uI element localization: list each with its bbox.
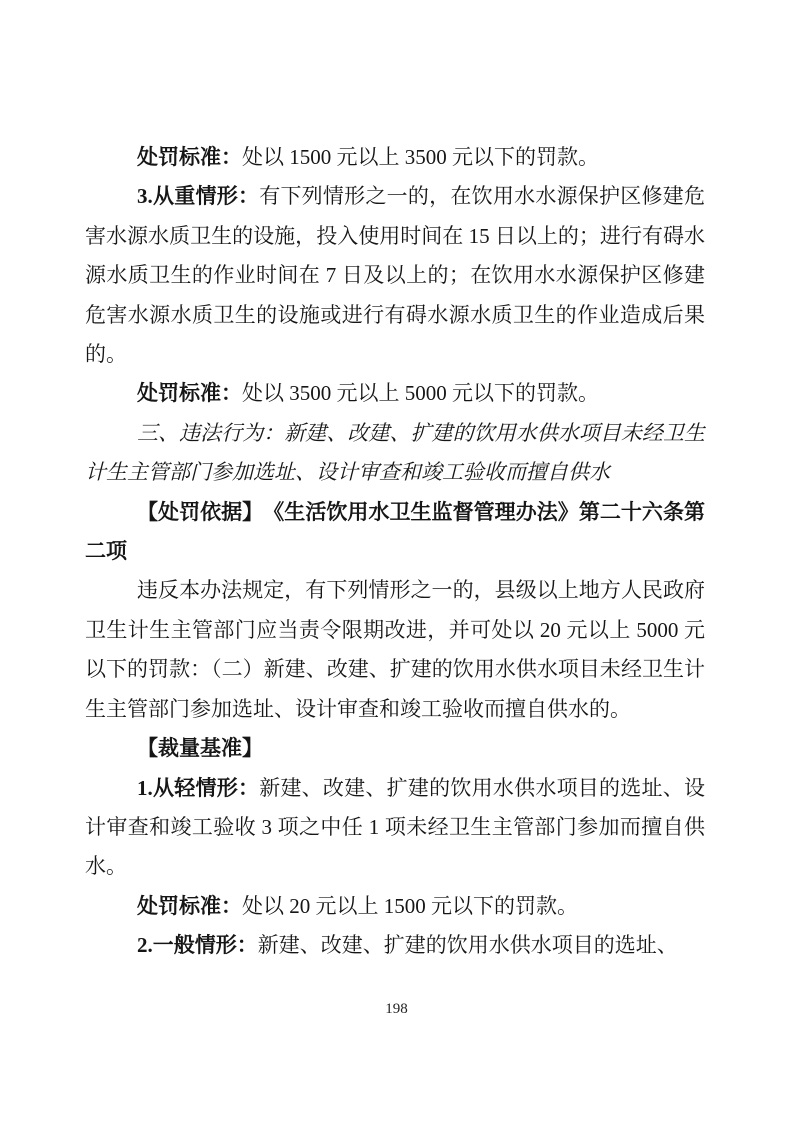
paragraph <box>85 887 705 926</box>
paragraph <box>85 177 705 374</box>
paragraph-text: 处以 3500 元以上 5000 元以下的罚款。 <box>242 381 599 406</box>
paragraph-text: 新建、改建、扩建的饮用水供水项目的选址、设计审查和竣工验收 3 项之中任 1 项未经卫生主管部门参加而擅自供水。 <box>85 775 706 879</box>
paragraph-text: 处以 1500 元以上 3500 元以下的罚款。 <box>242 145 599 169</box>
paragraph <box>85 414 705 493</box>
paragraph-label: 处罚标准： <box>137 381 242 406</box>
paragraph-label: 1.从轻情形： <box>137 775 260 800</box>
paragraph <box>85 729 705 768</box>
paragraph-text: 处以 20 元以上 1500 元以下的罚款。 <box>242 893 578 918</box>
paragraph-text: 违反本办法规定，有下列情形之一的，县级以上地方人民政府卫生计生主管部门应当责令限期改进，并可处以 20 元以上 5000 元以下的罚款：（二）新建、改建、扩建的饮用水供水项目未经卫生计生主管部门参加选址、设计审查和竣工验收而擅自供水的。 <box>85 578 705 721</box>
paragraph <box>85 571 705 729</box>
paragraph-label: 3.从重情形： <box>137 184 260 209</box>
paragraph-text: 新建、改建、扩建的饮用水供水项目的选址、 <box>257 933 678 958</box>
paragraph-label: 处罚标准： <box>137 145 242 169</box>
paragraph-label: 【裁量基准】 <box>137 736 263 761</box>
paragraph-label: 2.一般情形： <box>137 933 258 958</box>
paragraph <box>85 769 705 887</box>
paragraph <box>85 374 705 413</box>
paragraph-label: 【处罚依据】 《生活饮用水卫生监督管理办法》第二十六条第二项 <box>85 499 705 564</box>
paragraph <box>85 138 705 177</box>
paragraph-text: 有下列情形之一的，在饮用水水源保护区修建危害水源水质卫生的设施，投入使用时间在 15 日以上的；进行有碍水源水质卫生的作业时间在 7 日及以上的；在饮用水水源保护区修建危害水源水质卫生的设施或进行有碍水源水质卫生的作业造成后果的。 <box>85 184 706 367</box>
document-body <box>85 138 705 966</box>
page-number: 198 <box>385 1001 408 1017</box>
paragraph-label: 处罚标准： <box>137 893 242 918</box>
paragraph <box>85 493 705 572</box>
paragraph-text: 三、违法行为：新建、改建、扩建的饮用水供水项目未经卫生计生主管部门参加选址、设计审查和竣工验收而擅自供水 <box>85 420 705 485</box>
paragraph <box>85 926 705 965</box>
